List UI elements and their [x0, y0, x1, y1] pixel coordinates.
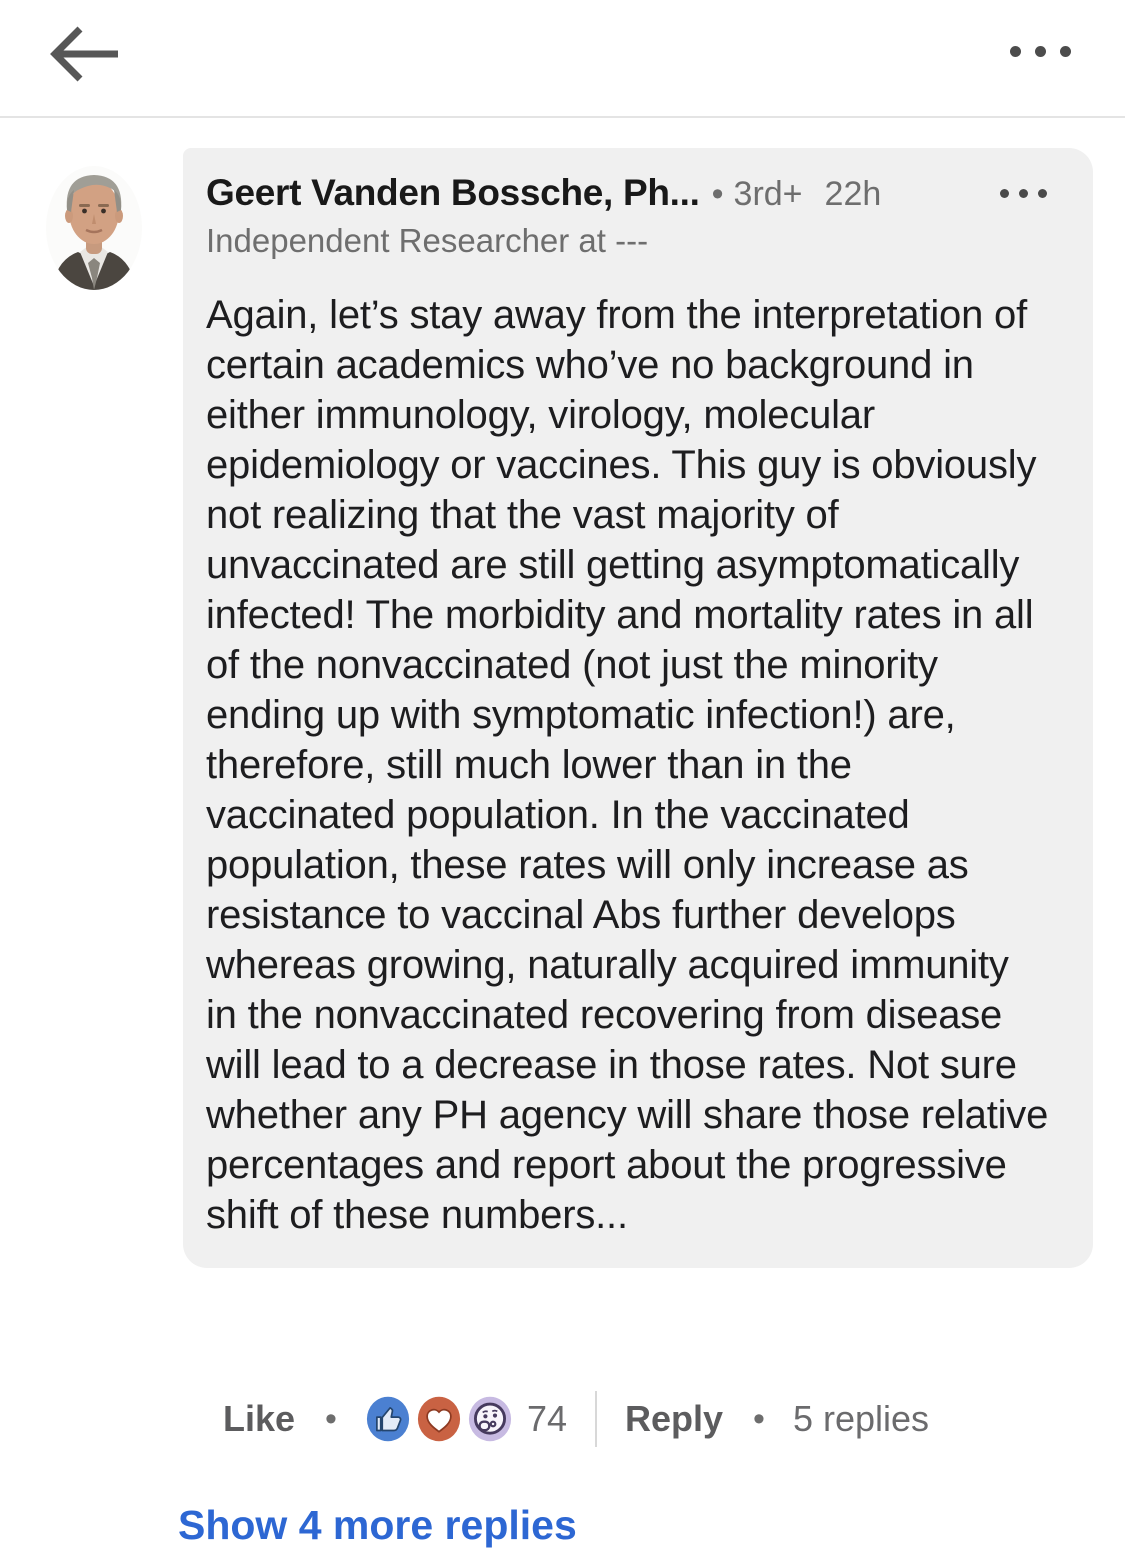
show-more-replies-link[interactable]: Show 4 more replies	[178, 1502, 577, 1548]
like-button[interactable]: Like	[223, 1398, 296, 1439]
comment-card	[183, 148, 1093, 1268]
reaction-summary[interactable]	[365, 1392, 513, 1446]
back-button[interactable]	[44, 20, 124, 88]
author-avatar[interactable]	[46, 166, 142, 290]
comment-options-button[interactable]	[998, 183, 1049, 204]
actions-divider	[595, 1391, 597, 1447]
replies-count[interactable]: 5 replies	[792, 1398, 930, 1439]
dot-icon	[1035, 46, 1046, 57]
actions-separator: •	[325, 1399, 337, 1438]
like-reaction-icon	[365, 1392, 411, 1446]
overflow-menu-button[interactable]	[1010, 46, 1071, 57]
comment-timestamp: 22h	[824, 175, 882, 213]
dot-icon	[1019, 189, 1028, 198]
dot-icon	[1060, 46, 1071, 57]
connection-degree: 3rd+	[733, 175, 803, 213]
reaction-count[interactable]: 74	[526, 1398, 567, 1439]
author-headline: Independent Researcher at ---	[206, 222, 649, 259]
back-arrow-icon	[44, 75, 124, 92]
avatar-portrait-image	[46, 166, 142, 290]
comment-header	[206, 172, 1049, 214]
comment-actions-row	[223, 1388, 929, 1450]
author-name[interactable]: Geert Vanden Bossche, Ph...	[206, 172, 700, 213]
dot-icon	[1038, 189, 1047, 198]
comment-text: Again, let’s stay away from the interpretation of certain academics who’ve no background in either immunology, virology, molecular epidemiology or vaccines. This guy is obviously not realizing that the vast majority of unvaccinated are still getting asymptomatically infected! The morbidity and mortality rates in all of the nonvaccinated (not just the minority ending up with symptomatic infection!) are, therefore, still much lower than in the vaccinated population. In the vaccinated population, these rates will only increase as resistance to vaccinal Abs further develops whereas growing, naturally acquired immunity in the nonvaccinated recovering from disease will lead to a decrease in those rates. Not sure whether any PH agency will share those relative percentages and report about the progressive shift of these numbers...	[206, 293, 1060, 1237]
curious-reaction-icon	[467, 1392, 513, 1446]
meta-separator: •	[711, 175, 724, 213]
reply-button[interactable]: Reply	[625, 1398, 724, 1439]
dot-icon	[1000, 189, 1009, 198]
actions-separator: •	[753, 1399, 765, 1438]
dot-icon	[1010, 46, 1021, 57]
love-reaction-icon	[416, 1392, 462, 1446]
top-navigation-bar	[0, 0, 1125, 118]
